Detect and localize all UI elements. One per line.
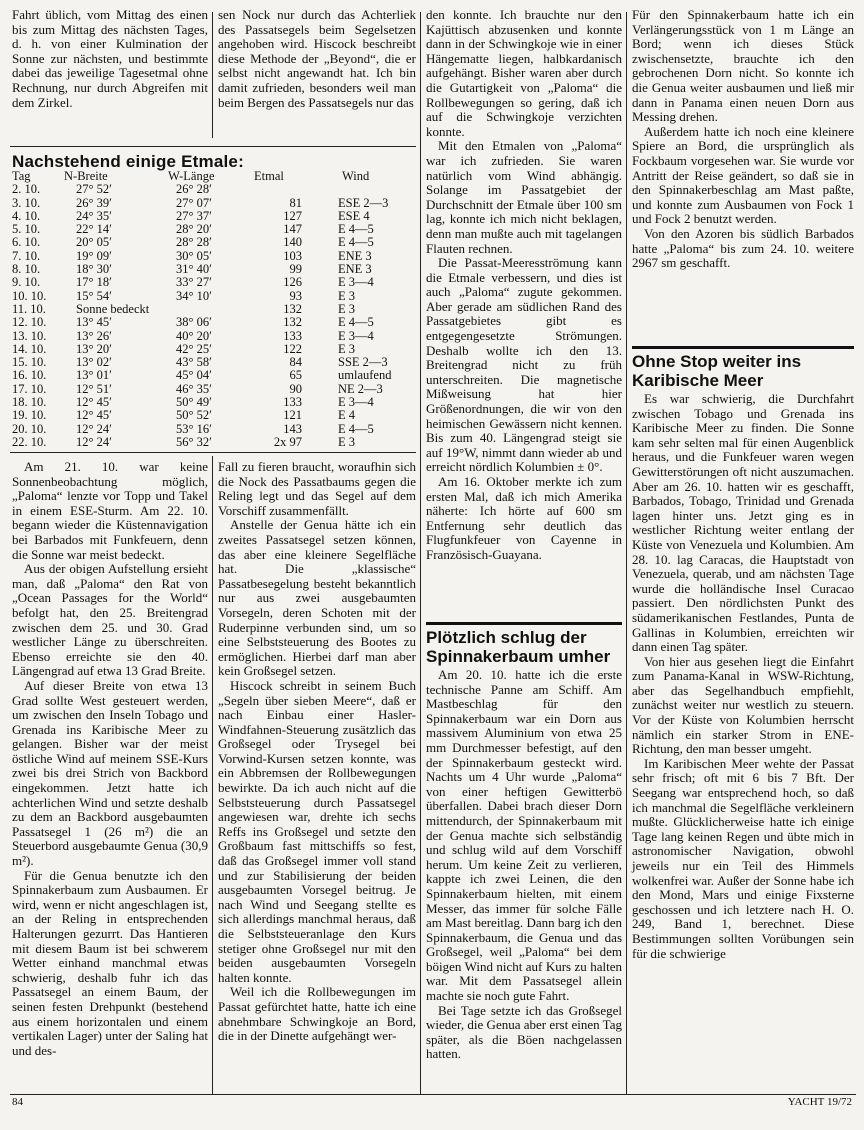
table-cell: 3. 10.	[12, 195, 41, 210]
table-cell: 27° 07′	[176, 195, 212, 210]
column-rule-1	[212, 12, 213, 138]
table-row	[12, 276, 412, 289]
table-cell: 16. 10.	[12, 368, 47, 383]
table-cell	[254, 183, 312, 196]
table-cell: 50° 49′	[176, 395, 212, 410]
table-cell: 53° 16′	[176, 421, 212, 436]
footer-rule	[10, 1094, 856, 1095]
table-row	[12, 396, 412, 409]
table-cell: 8. 10.	[12, 262, 41, 277]
table-cell: 45° 04′	[176, 368, 212, 383]
paragraph: Am 20. 10. hatte ich die erste technische Panne am Schiff. Am Mastbeschlag für den Spinnakerbaum war ein Dorn aus massivem Aluminium von etwa 25 mm Durchmesser befestigt, auf den der Spinnakerbaum gesteckt wird. Nachts um 4 Uhr wurde „Paloma“ von einer heftigen Gewitterbö überfallen. Dabei brach dieser Dorn mittendurch, der Spinnakerbaum mit der Genua machte sich selbständig und schlug wild auf dem Vorschiff herum. Um keine Zeit zu verlieren, kappte ich zwei Leinen, die den Spinnakerbaum hielten, mit einem Messer, das immer für solche Fälle am Mast bereitlag. Dann barg ich den Spinnakerbaum, die Genua und das Großsegel, weil „Paloma“ bei dem böigen Wind nicht auf Kurs zu halten war. Mit dem Passatsegel allein machte sie noch gute Fahrt.	[426, 667, 622, 1004]
paragraph: Für die Genua benutzte ich den Spinnakerbaum zum Ausbaumen. Er wird, wenn er nicht angeschlagen ist, an der Reling in entsprechenden Halterungen gezurrt. Das Hantieren mit diesem Baum ist bei schwerem Wetter einhand manchmal etwas schwierig, deshalb fuhr ich das Passatsegel an einem Baum, der seinen festen Drehpunkt (bestehend aus einem horizontalen und einem vertikalen Lager) unter der Saling hat und des-	[12, 867, 208, 1058]
table-cell: 133	[283, 328, 302, 343]
table-header-cell: Wind	[342, 169, 370, 183]
paragraph: Für den Spinnakerbaum hatte ich ein Verlängerungsstück von 1 m Länge an Bord; wenn ich dieses Stück zwischensetzte, brauchte ich den gebrochenen Dorn nicht. So konnte ich die Genua weiter ausbaumen und ließ mir dann in Panama einen neuen Dorn aus Messing drehen.	[632, 7, 854, 125]
table-cell: 42° 25′	[176, 341, 212, 356]
table-cell: Sonne bedeckt	[76, 301, 150, 316]
table-cell: 122	[283, 341, 302, 356]
table-row	[12, 183, 412, 196]
table-row	[12, 369, 412, 382]
table-cell: 27° 52′	[76, 182, 112, 197]
table-cell: 13° 26′	[76, 328, 112, 343]
table-cell: 126	[283, 275, 302, 290]
paragraph: Es war schwierig, die Durchfahrt zwischen Tobago und Grenada ins Karibische Meer zu finden. Die Sonne kam sehr selten mal für einen Augenblick heraus, und die Funkfeuer waren wegen Gewitterstörungen oft nicht auszumachen. Aber am 26. 10. hatten wir es geschafft, Barbados, Tobago, Trinidad und Grenada lagen hinter uns. Jetzt ging es in westlicher Richtung weiter entlang der Küste von Venezuela und Kolumbien. Am 28. 10. lag Caracas, die Hauptstadt von Venezuela, querab, und am nächsten Tage wurde die holländische Insel Curacao passiert. Den nördlichsten Punkt des südamerikanischen Festlandes, Punta de Gallinas in Kolumbien, erreichten wir dann einen Tag später.	[632, 391, 854, 655]
table-body	[12, 183, 412, 449]
table-cell: 24° 35′	[76, 208, 112, 223]
paragraph: Anstelle der Genua hätte ich ein zweites Passatsegel setzen können, das aber eine kleinere Segelfläche hat. Die „klassische“ Passatbesegelung besteht bekanntlich nur aus zwei ausgebaumten Vorsegeln, deren Schoten mit der Ruderpinne verbunden sind, um so eine Selbststeuerung des Bootes zu ermöglichen. Hierbei darf man aber kein Großsegel setzen.	[218, 517, 416, 679]
table-cell: ENE 3	[338, 262, 372, 277]
article-column-2	[218, 460, 416, 1044]
table-cell: 22° 14′	[76, 222, 112, 237]
table-cell: 147	[283, 222, 302, 237]
paragraph: Mit den Etmalen von „Paloma“ war ich zufrieden. Sie waren natürlich vom Wind abhängig. Solange im Passatgebiet der Durchschnitt der Etmale über 100 sm lag, konnte ich mich nicht beklagen, denn man mußte auch mit tagelangen Flauten rechnen.	[426, 138, 622, 256]
table-cell: 34° 10′	[176, 288, 212, 303]
table-row	[12, 423, 412, 436]
table-cell: E 3—4	[338, 328, 374, 343]
magazine-issue: YACHT 19/72	[787, 1096, 852, 1108]
table-cell: 30° 05′	[176, 248, 212, 263]
top-text-col2	[218, 8, 416, 110]
section-heading-karibik: Ohne Stop weiter ins Karibische Meer	[632, 346, 854, 390]
table-row	[12, 303, 412, 316]
paragraph: Am 21. 10. war keine Sonnenbeobachtung möglich, „Paloma“ lenzte vor Topp und Takel in einem ESE-Sturm. Am 22. 10. begann wieder die Küstennavigation bei Barbados mit Funkfeuern, denn die Sonne war meist bedeckt.	[12, 459, 208, 562]
article-column-3-bottom	[426, 668, 622, 1062]
table-cell: 12° 45′	[76, 395, 112, 410]
paragraph: den konnte. Ich brauchte nur den Kajüttisch abzusenken und konnte dann in der Schwingkoje wie in einer Hängematte liegen, halbkardanisch aufgehängt. Bisher waren aber durch die Gutartigkeit von „Paloma“ die Rollbewegungen so gering, daß ich auf die Schwingkoje verzichten konnte.	[426, 7, 622, 139]
table-cell: 12° 45′	[76, 408, 112, 423]
table-cell: 99	[289, 262, 302, 277]
table-cell: 81	[289, 195, 302, 210]
table-header-cell: N-Breite	[64, 169, 108, 183]
table-cell	[168, 303, 254, 316]
table-cell: 5. 10.	[12, 222, 41, 237]
table-cell: E 4—5	[338, 235, 374, 250]
table-cell: 143	[283, 421, 302, 436]
table-cell: SSE 2—3	[338, 355, 388, 370]
table-top-rule	[10, 146, 416, 147]
table-cell: 50° 52′	[176, 408, 212, 423]
table-cell: 17. 10.	[12, 381, 47, 396]
table-cell: E 3	[338, 301, 356, 316]
table-row	[12, 263, 412, 276]
table-cell: 10. 10.	[12, 288, 47, 303]
table-cell: 2x 97	[273, 434, 302, 449]
table-cell: 40° 20′	[176, 328, 212, 343]
table-row	[12, 236, 412, 249]
table-cell: ESE 4	[338, 208, 370, 223]
paragraph: Aus der obigen Aufstellung ersieht man, daß „Paloma“ den Rat von „Ocean Passages for the World“ befolgt hat, den 25. Breitengrad zwischen dem 25. und 30. Grad westlicher Länge zu überschreiten. Ebenso erreichte sie den 40. Längengrad auf etwa 13 Grad Breite.	[12, 561, 208, 679]
table-cell: E 3	[338, 434, 356, 449]
table-row	[12, 290, 412, 303]
etmal-table	[12, 170, 412, 449]
paragraph: sen Nock nur durch das Achterliek des Passatsegels beim Segelsetzen angehoben wird. Hiscock beschreibt diese Methode der „Beyond“, die er selbst nicht angewandt hat. Ich bin damit zufrieden, besonders weil man beim Bergen des Passatsegels nur das	[218, 7, 416, 110]
table-cell: 28° 20′	[176, 222, 212, 237]
table-cell: 14. 10.	[12, 341, 47, 356]
table-cell: 56° 32′	[176, 434, 212, 449]
paragraph: Am 16. Oktober merkte ich zum ersten Mal, daß ich mich Amerika näherte: Ich hörte auf 600 sm Entfernung sehr deutlich das Flugfunkfeuer von Cayenne in Französisch-Guayana.	[426, 474, 622, 562]
table-cell: E 4—5	[338, 222, 374, 237]
paragraph: Bei Tage setzte ich das Großsegel wieder, die Genua aber erst einen Tag später, als die Böen nachgelassen hatten.	[426, 1002, 622, 1062]
table-header-row	[12, 170, 412, 183]
table-cell: 33° 27′	[176, 275, 212, 290]
paragraph: Von den Azoren bis südlich Barbados hatte „Paloma“ bis zum 24. 10. weitere 2967 sm geschafft.	[632, 225, 854, 271]
table-cell: 6. 10.	[12, 235, 41, 250]
table-cell: E 3	[338, 288, 356, 303]
table-cell: 12° 24′	[76, 421, 112, 436]
table-row	[12, 383, 412, 396]
table-cell: E 4	[338, 408, 356, 423]
table-cell: 7. 10.	[12, 248, 41, 263]
table-cell: 132	[283, 301, 302, 316]
table-header-cell: Etmal	[254, 169, 284, 183]
column-rule-2	[420, 12, 421, 1094]
table-cell: 11. 10.	[12, 301, 46, 316]
table-cell: 18° 30′	[76, 262, 112, 277]
etmal-table-title: Nachstehend einige Etmale:	[12, 152, 244, 171]
table-row	[12, 316, 412, 329]
table-cell: 19° 09′	[76, 248, 112, 263]
table-cell: 13° 01′	[76, 368, 112, 383]
top-text-col1	[12, 8, 208, 110]
section-heading-spinnakerbaum: Plötzlich schlug der Spinnakerbaum umher	[426, 622, 622, 666]
table-cell: 13° 02′	[76, 355, 112, 370]
article-column-1	[12, 460, 208, 1058]
table-cell: umlaufend	[338, 368, 392, 383]
paragraph: Hiscock schreibt in seinem Buch „Segeln über sieben Meere“, daß er nach Einbau einer Hasler-Windfahnen-Steuerung zusätzlich das Großsegel oder Trysegel bei Vorwind-Kursen setzen konnte, was ein Abbremsen der Rollbewegungen bewirkte. Da ich auch nicht auf die Selbststeuerung durch Passatsegel angewiesen war, drehte ich sechs Reffs ins Großsegel und setzte den Großbaum fast mittschiffs so fest, daß das Großsegel immer voll stand und zur Stabilisierung der beiden ausgebaumten Vorsegel beitrug. Je nach Wind und Seegang stellte es sich allerdings manchmal heraus, daß die Selbststeueranlage den Kurs stetiger ohne Großsegel nur mit den beiden ausgebaumten Vorsegeln halten konnte.	[218, 677, 416, 985]
table-cell: 17° 18′	[76, 275, 112, 290]
table-row	[12, 210, 412, 223]
paragraph: Fall zu fieren braucht, woraufhin sich die Nock des Passatbaums gegen die Reling legt und das Segel auf dem Vorschiff zusammenfällt.	[218, 459, 416, 518]
table-cell: 13. 10.	[12, 328, 47, 343]
table-cell: 38° 06′	[176, 315, 212, 330]
table-cell: 132	[283, 315, 302, 330]
table-cell: 26° 39′	[76, 195, 112, 210]
table-cell	[312, 183, 412, 196]
table-cell: 20° 05′	[76, 235, 112, 250]
table-cell: 84	[289, 355, 302, 370]
table-cell: 28° 28′	[176, 235, 212, 250]
table-row	[12, 409, 412, 422]
paragraph: Weil ich die Rollbewegungen im Passat gefürchtet hatte, hatte ich eine abnehmbare Schwingkoje an Bord, die in der Dinette aufgehängt wer-	[218, 984, 416, 1044]
table-bottom-rule	[10, 452, 416, 453]
table-cell: 19. 10.	[12, 408, 47, 423]
table-cell: 12° 24′	[76, 434, 112, 449]
table-cell: 46° 35′	[176, 381, 212, 396]
table-cell: 13° 45′	[76, 315, 112, 330]
table-cell: 133	[283, 395, 302, 410]
table-cell: 103	[283, 248, 302, 263]
table-cell: 20. 10.	[12, 421, 47, 436]
table-cell: 93	[289, 288, 302, 303]
table-row	[12, 223, 412, 236]
column-rule-3	[626, 12, 627, 1094]
table-cell: 31° 40′	[176, 262, 212, 277]
article-column-4-top	[632, 8, 854, 271]
table-cell: 9. 10.	[12, 275, 41, 290]
article-column-3-top	[426, 8, 622, 563]
table-header-cell: Tag	[12, 169, 31, 183]
paragraph: Außerdem hatte ich noch eine kleinere Spiere an Bord, die ursprünglich als Fockbaum vorgesehen war. Sie wurde vor Antritt der Reise geändert, so daß sie in den Spinnakerbeschlag am Mast paßte, und konnte zum Ausbaumen von Fock 1 und Fock 2 benutzt werden.	[632, 123, 854, 227]
paragraph: Von hier aus gesehen liegt die Einfahrt zum Panama-Kanal in WSW-Richtung, aber das Segelhandbuch empfiehlt, zunächst weiter nur westlich zu steuern. Vor der Küste von Kolumbien herrscht nämlich ein starker Strom in ENE-Richtung, den man besser umgeht.	[632, 653, 854, 757]
page-number: 84	[12, 1096, 23, 1108]
table-cell: 65	[289, 368, 302, 383]
paragraph: Im Karibischen Meer wehte der Passat sehr frisch; oft mit 6 bis 7 Bft. Der Seegang war entsprechend hoch, so daß ich manchmal die Segelfläche verkleinern mußte. Glücklicherweise hatte ich einige Tage lang keinen Regen und übte mich in astronomischer Navigation, obwohl jeweils nur ein Teil des Himmels wolkenfrei war. Außer der Sonne habe ich den Mond, Mars und einige Fixsterne geschossen und ich letztere nach H. O. 249, Band 1, berechnet. Diese Bestimmungen sollten Vorübungen sein für die schwierige	[632, 755, 854, 961]
column-rule-1b	[212, 456, 213, 1094]
table-row	[12, 250, 412, 263]
table-cell: 4. 10.	[12, 208, 41, 223]
table-cell: E 3	[338, 341, 356, 356]
table-cell: ENE 3	[338, 248, 372, 263]
paragraph: Auf dieser Breite von etwa 13 Grad sollte West gesteuert werden, um zwischen den Inseln Tobago und Grenada ins Karibische Meer zu gelangen. Bisher war der meist östliche Wind auf meinem SSE-Kurs zwei bis drei Strich von Backbord eingekommen. Jetzt hatte ich achterlichen Wind und setzte deshalb zu dem an Backbord ausgebaumten Passatsegel 1 (26 m²) die an Steuerbord ausgebaumte Genua (30,9 m²).	[12, 677, 208, 869]
table-cell: E 4—5	[338, 421, 374, 436]
table-cell: NE 2—3	[338, 381, 383, 396]
table-row	[12, 197, 412, 210]
table-cell: E 3—4	[338, 275, 374, 290]
table-cell: 15. 10.	[12, 355, 47, 370]
table-cell: E 3—4	[338, 395, 374, 410]
table-cell: 121	[283, 408, 302, 423]
table-cell: 27° 37′	[176, 208, 212, 223]
paragraph: Fahrt üblich, vom Mittag des einen bis zum Mittag des nächsten Tages, d. h. von einer Kulmination der Sonne zur nächsten, und bestimmte dabei das jeweilige Tagesetmal ohne Rechnung, nur durch Abgreifen mit dem Zirkel.	[12, 7, 208, 110]
table-cell: 22. 10.	[12, 434, 47, 449]
table-cell: 26° 28′	[176, 182, 212, 197]
table-cell: 13° 20′	[76, 341, 112, 356]
table-cell: 18. 10.	[12, 395, 47, 410]
table-cell: 12° 51′	[76, 381, 112, 396]
table-cell: 140	[283, 235, 302, 250]
table-cell: 2. 10.	[12, 182, 41, 197]
table-row	[12, 330, 412, 343]
table-row	[12, 356, 412, 369]
table-header-cell: W-Länge	[168, 169, 215, 183]
table-cell: 127	[283, 208, 302, 223]
table-row	[12, 343, 412, 356]
paragraph: Die Passat-Meeresströmung kann die Etmale verbessern, und dies ist auch „Paloma“ zugute gekommen. Aber gerade am südlichen Rand des Passatgebietes gibt es entgegengesetzte Strömungen. Deshalb wollte ich den 13. Breitengrad nicht zu früh unterschreiten. Die magnetische Mißweisung hat hier Größenordnungen, die wir von den heimischen Gewässern nicht kennen. Bis zum 40. Längengrad steigt sie auf 19°W, nimmt dann wieder ab und erreicht nördlich Kolumbien ± 0°.	[426, 255, 622, 475]
table-cell: 12. 10.	[12, 315, 47, 330]
table-row	[12, 436, 412, 449]
table-cell: 15° 54′	[76, 288, 112, 303]
table-cell: 90	[289, 381, 302, 396]
article-column-4-bottom	[632, 392, 854, 961]
table-cell: E 4—5	[338, 315, 374, 330]
table-cell: 43° 58′	[176, 355, 212, 370]
table-cell: ESE 2—3	[338, 195, 389, 210]
